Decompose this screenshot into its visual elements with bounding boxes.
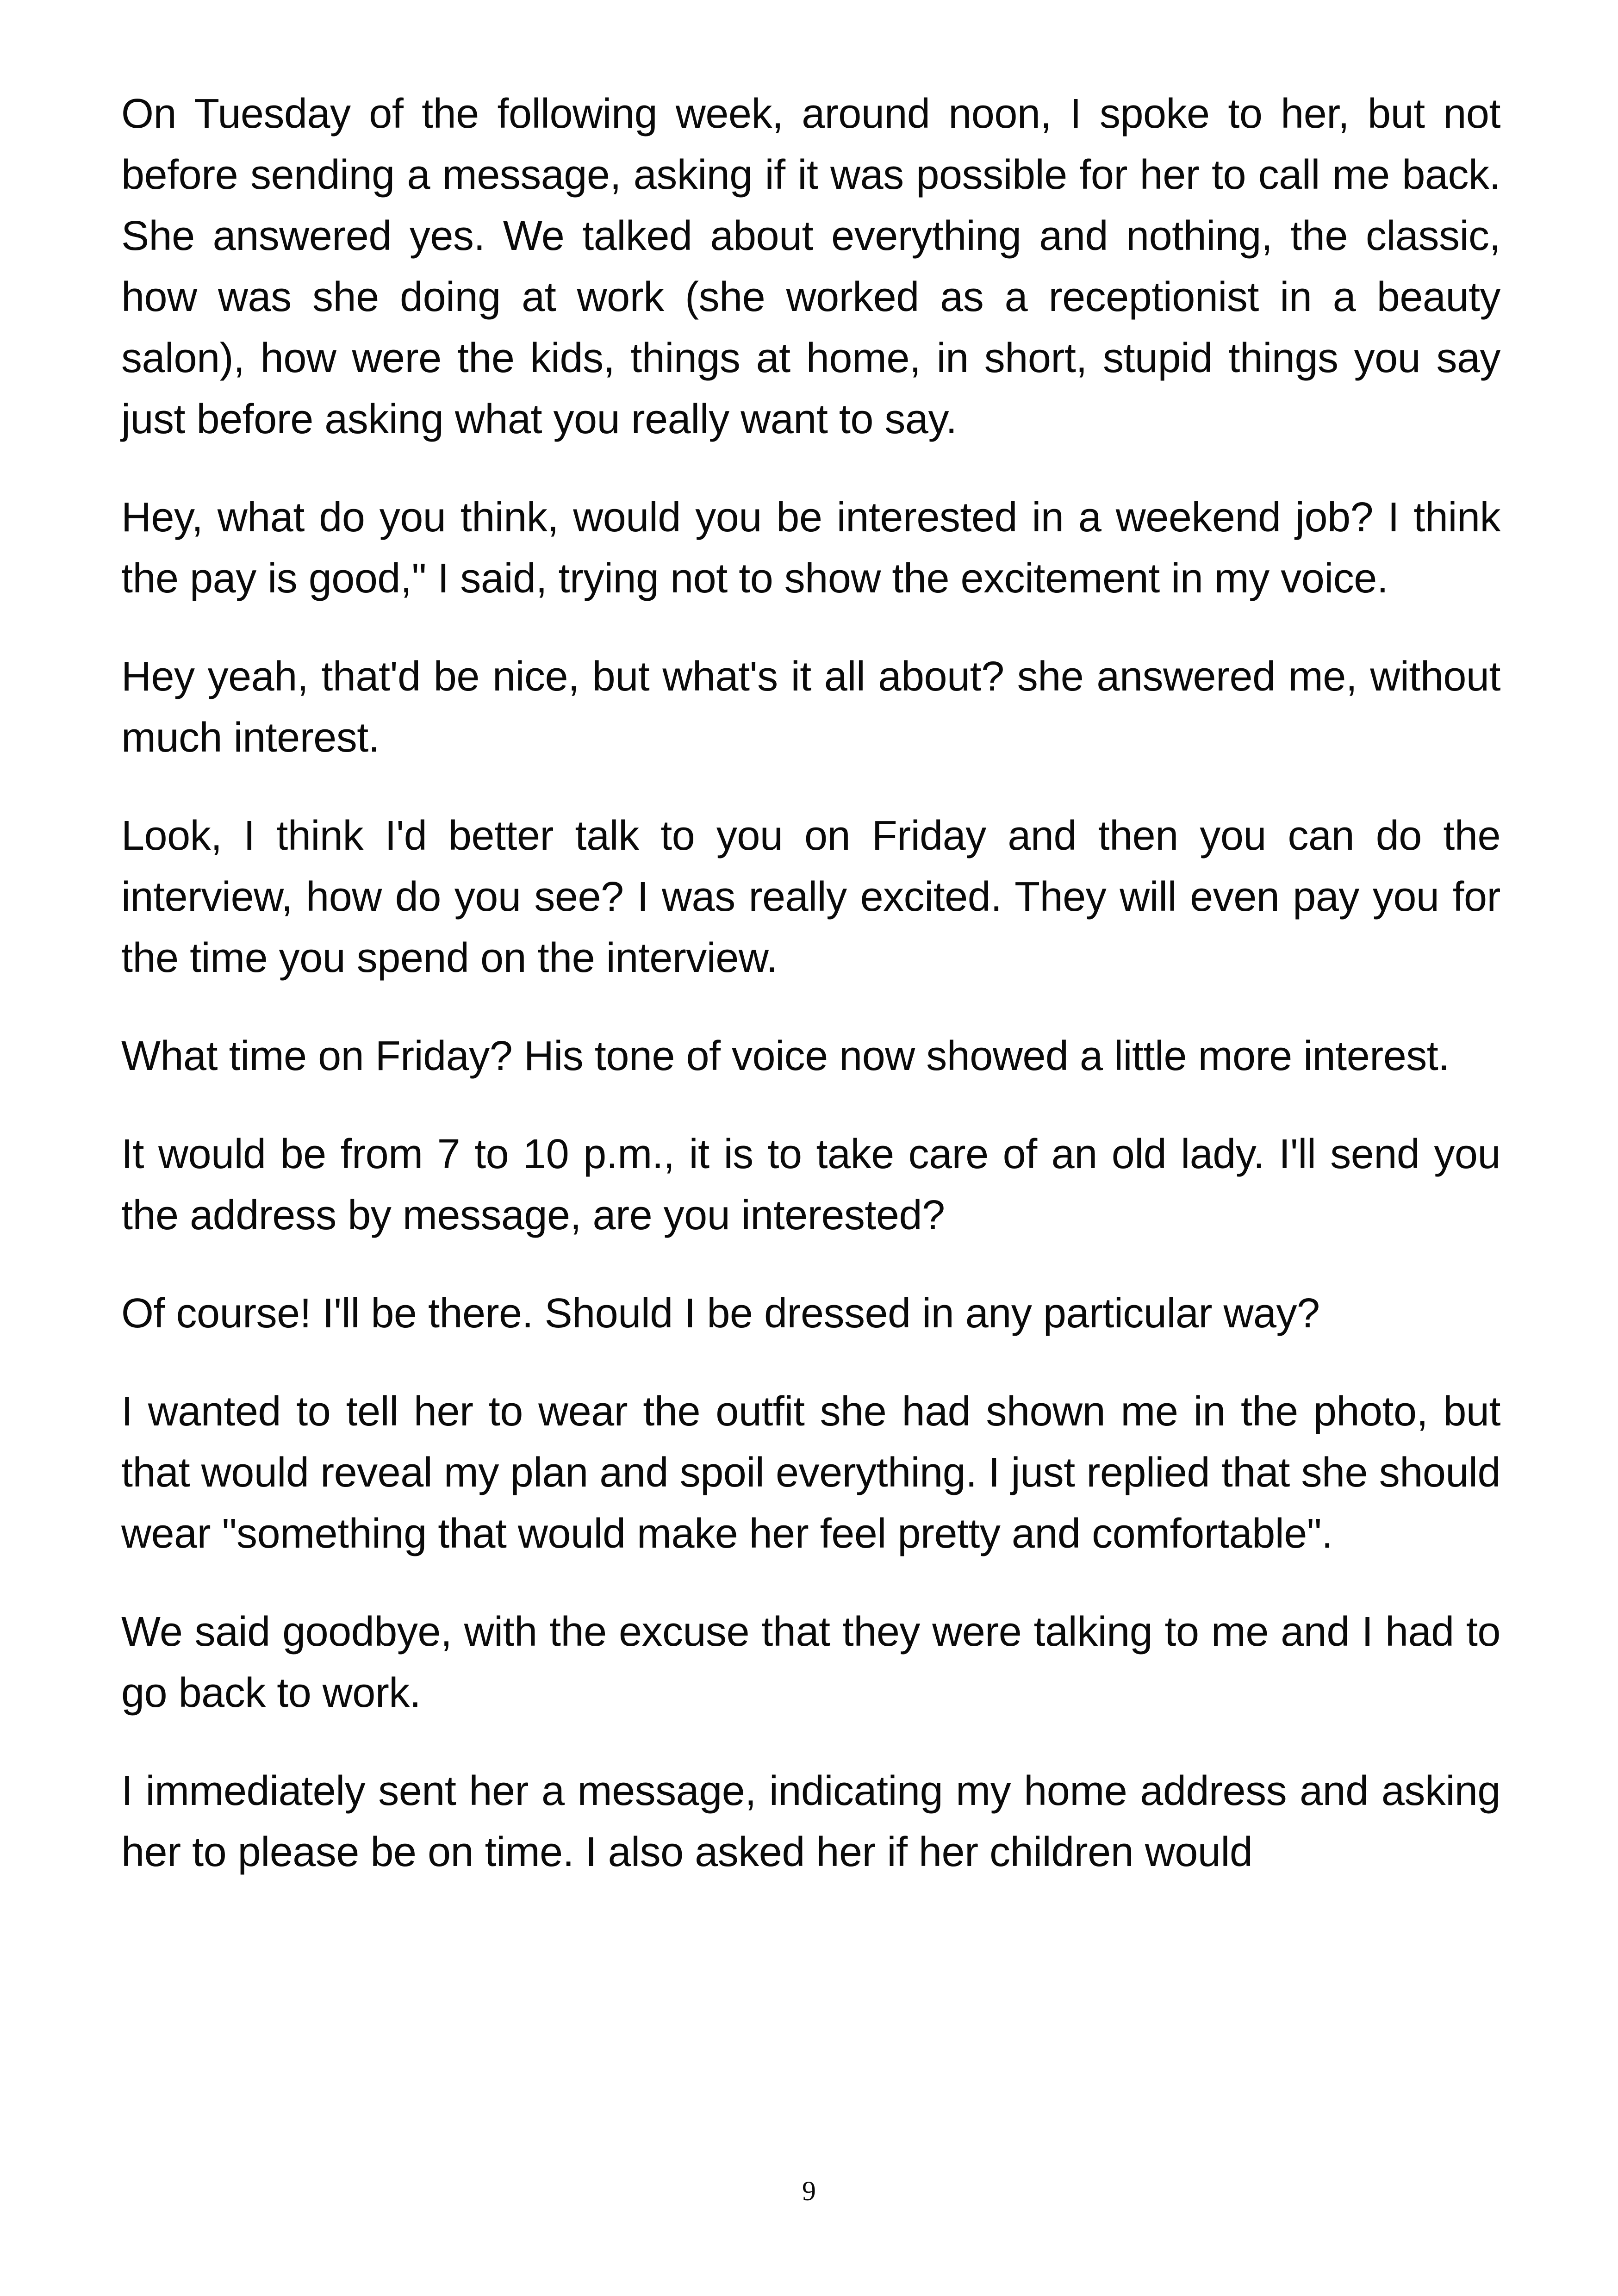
paragraph: We said goodbye, with the excuse that they were talking to me and I had to go back to work.	[121, 1609, 1500, 1716]
paragraph: What time on Friday? His tone of voice now showed a little more interest.	[121, 1033, 1450, 1079]
paragraph: It would be from 7 to 10 p.m., it is to take care of an old lady. I'll send you the address by message, are you interested?	[121, 1131, 1500, 1238]
page-number: 9	[802, 2176, 816, 2206]
paragraph: On Tuesday of the following week, around noon, I spoke to her, but not before sending a message, asking if it was possible for her to call me back. She answered yes. We talked about everything and nothing, the classic, how was she doing at work (she worked as a receptionist in a beauty salon), how were the kids, things at home, in short, stupid things you say just before asking what you really want to say.	[121, 91, 1500, 442]
paragraph: I immediately sent her a message, indicating my home address and asking her to please be on time. I also asked her if her children would	[121, 1768, 1500, 1875]
paragraph: Hey yeah, that'd be nice, but what's it all about? she answered me, without much interest.	[121, 653, 1500, 761]
paragraph: Of course! I'll be there. Should I be dressed in any particular way?	[121, 1290, 1320, 1337]
paragraph: I wanted to tell her to wear the outfit she had shown me in the photo, but that would reveal my plan and spoil everything. I just replied that she should wear "something that would make her feel pretty and comfortable".	[121, 1388, 1500, 1557]
body-text	[121, 83, 1500, 1883]
paragraph: Hey, what do you think, would you be interested in a weekend job? I think the pay is good," I said, trying not to show the excitement in my voice.	[121, 494, 1500, 602]
paragraph: Look, I think I'd better talk to you on Friday and then you can do the interview, how do you see? I was really excited. They will even pay you for the time you spend on the interview.	[121, 813, 1500, 981]
